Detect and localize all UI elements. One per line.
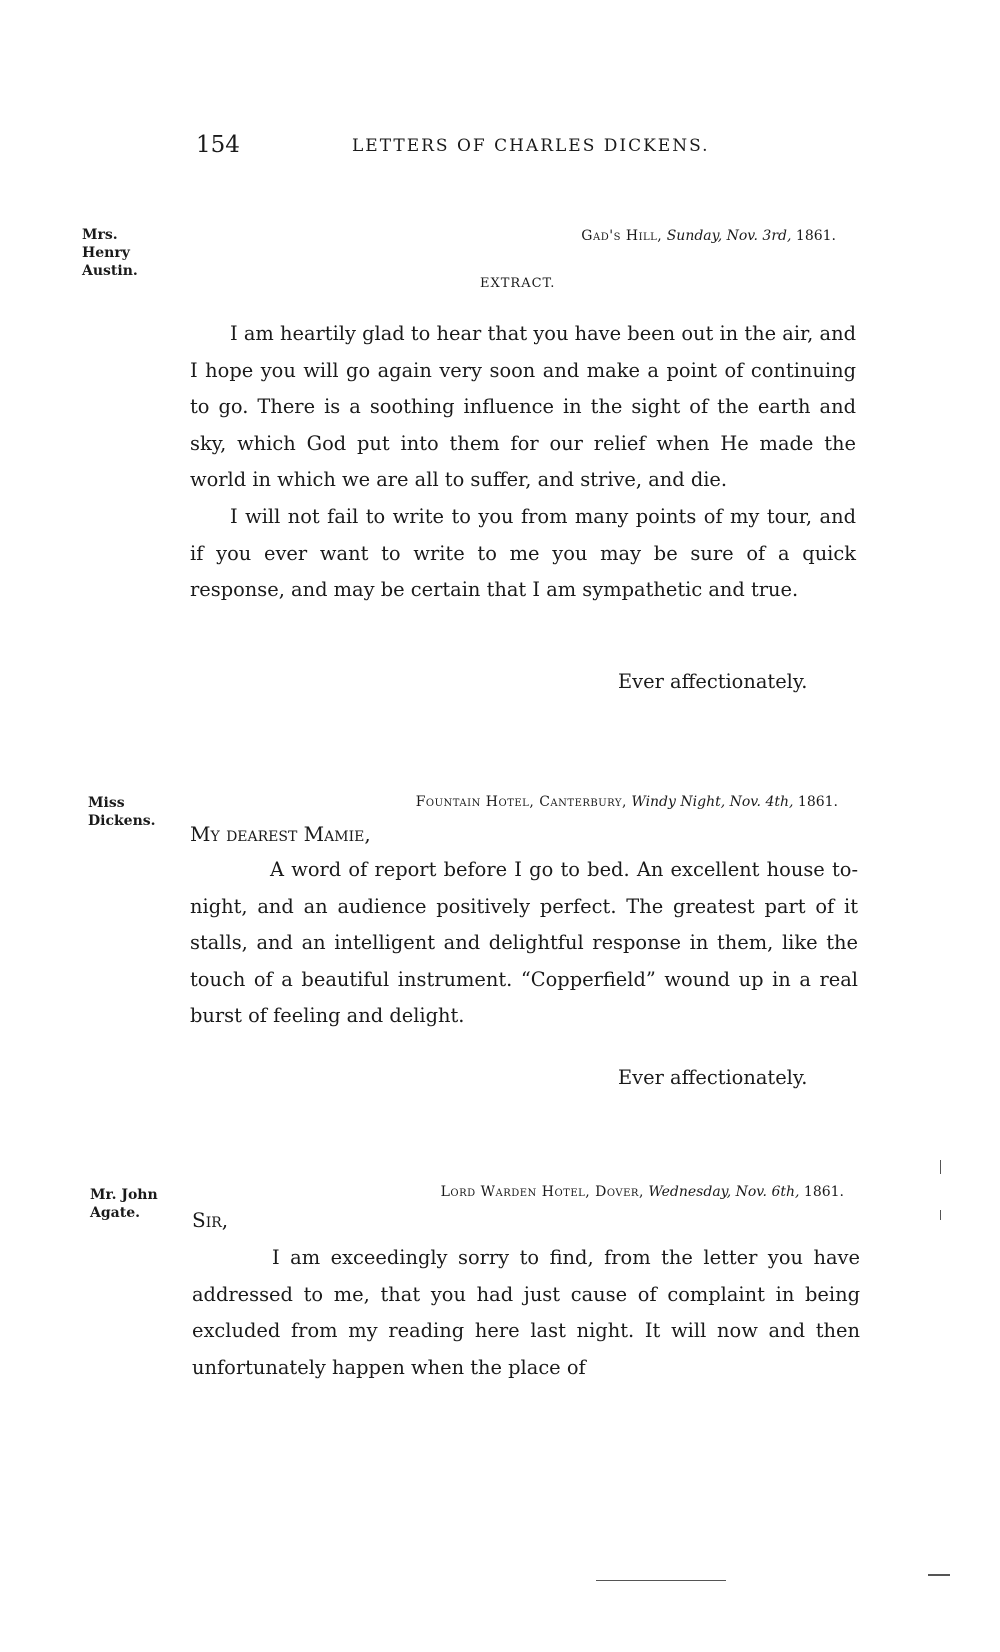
recipient-line: Agate. (90, 1205, 140, 1221)
letter-body (192, 1240, 860, 1386)
scan-artifact (928, 1574, 950, 1576)
dateline (416, 794, 838, 810)
dateline-place: Gad's Hill, (581, 228, 663, 244)
dateline-year: 1861. (797, 794, 838, 810)
dateline-date: Windy Night, Nov. 4th, (631, 794, 794, 810)
recipient-line: Miss (88, 795, 125, 811)
salutation: My dearest Mamie, (190, 822, 371, 846)
scan-artifact (596, 1580, 726, 1581)
closing: Ever affectionately. (618, 1066, 808, 1089)
recipient-line: Mr. John (90, 1187, 158, 1203)
page-header (196, 132, 916, 172)
recipient-line: Henry (82, 245, 130, 261)
recipient-line: Dickens. (88, 813, 156, 829)
salutation: Sir, (192, 1208, 229, 1232)
recipient-line: Austin. (82, 263, 138, 279)
dateline-year: 1861. (803, 1184, 844, 1200)
scan-artifact (940, 1210, 941, 1220)
margin-note-recipient (82, 226, 182, 280)
dateline (581, 228, 836, 244)
dateline-place: Lord Warden Hotel, Dover, (440, 1184, 644, 1200)
page-number: 154 (196, 132, 240, 158)
paragraph: I am heartily glad to hear that you have been out in the air, and I hope you will go again very soon and make a point of continuing to go. There is a soothing influence in the sight of the earth and sky, which God put into them for our relief when He made the world in which we are all to suffer, and strive, and die. (190, 322, 856, 492)
recipient-line: Mrs. (82, 227, 118, 243)
dateline-date: Sunday, Nov. 3rd, (666, 228, 792, 244)
paragraph: I am exceedingly sorry to find, from the letter you have addressed to me, that you had just cause of complaint in being excluded from my reading here last night. It will now and then unfortunately happen when the place of (192, 1246, 860, 1379)
margin-note-recipient (90, 1186, 190, 1222)
paragraph: A word of report before I go to bed. An excellent house to-night, and an audience positively perfect. The greatest part of it stalls, and an intelligent and delightful response in them, like the touch of a beautiful instrument. “Copperfield” wound up in a real burst of feeling and delight. (190, 858, 858, 1028)
margin-note-recipient (88, 794, 188, 830)
dateline-place: Fountain Hotel, Canterbury, (415, 794, 627, 810)
running-title: LETTERS OF CHARLES DICKENS. (352, 136, 710, 156)
paragraph: I will not fail to write to you from many points of my tour, and if you ever want to write to me you may be sure of a quick response, and may be certain that I am sympathetic and true. (190, 504, 856, 602)
dateline-date: Wednesday, Nov. 6th, (648, 1184, 800, 1200)
scan-artifact (940, 1160, 941, 1174)
letter-body (190, 316, 856, 609)
letter-body (190, 852, 858, 1035)
closing: Ever affectionately. (618, 670, 808, 693)
dateline (441, 1184, 844, 1200)
extract-label: EXTRACT. (480, 276, 556, 291)
dateline-year: 1861. (795, 228, 836, 244)
